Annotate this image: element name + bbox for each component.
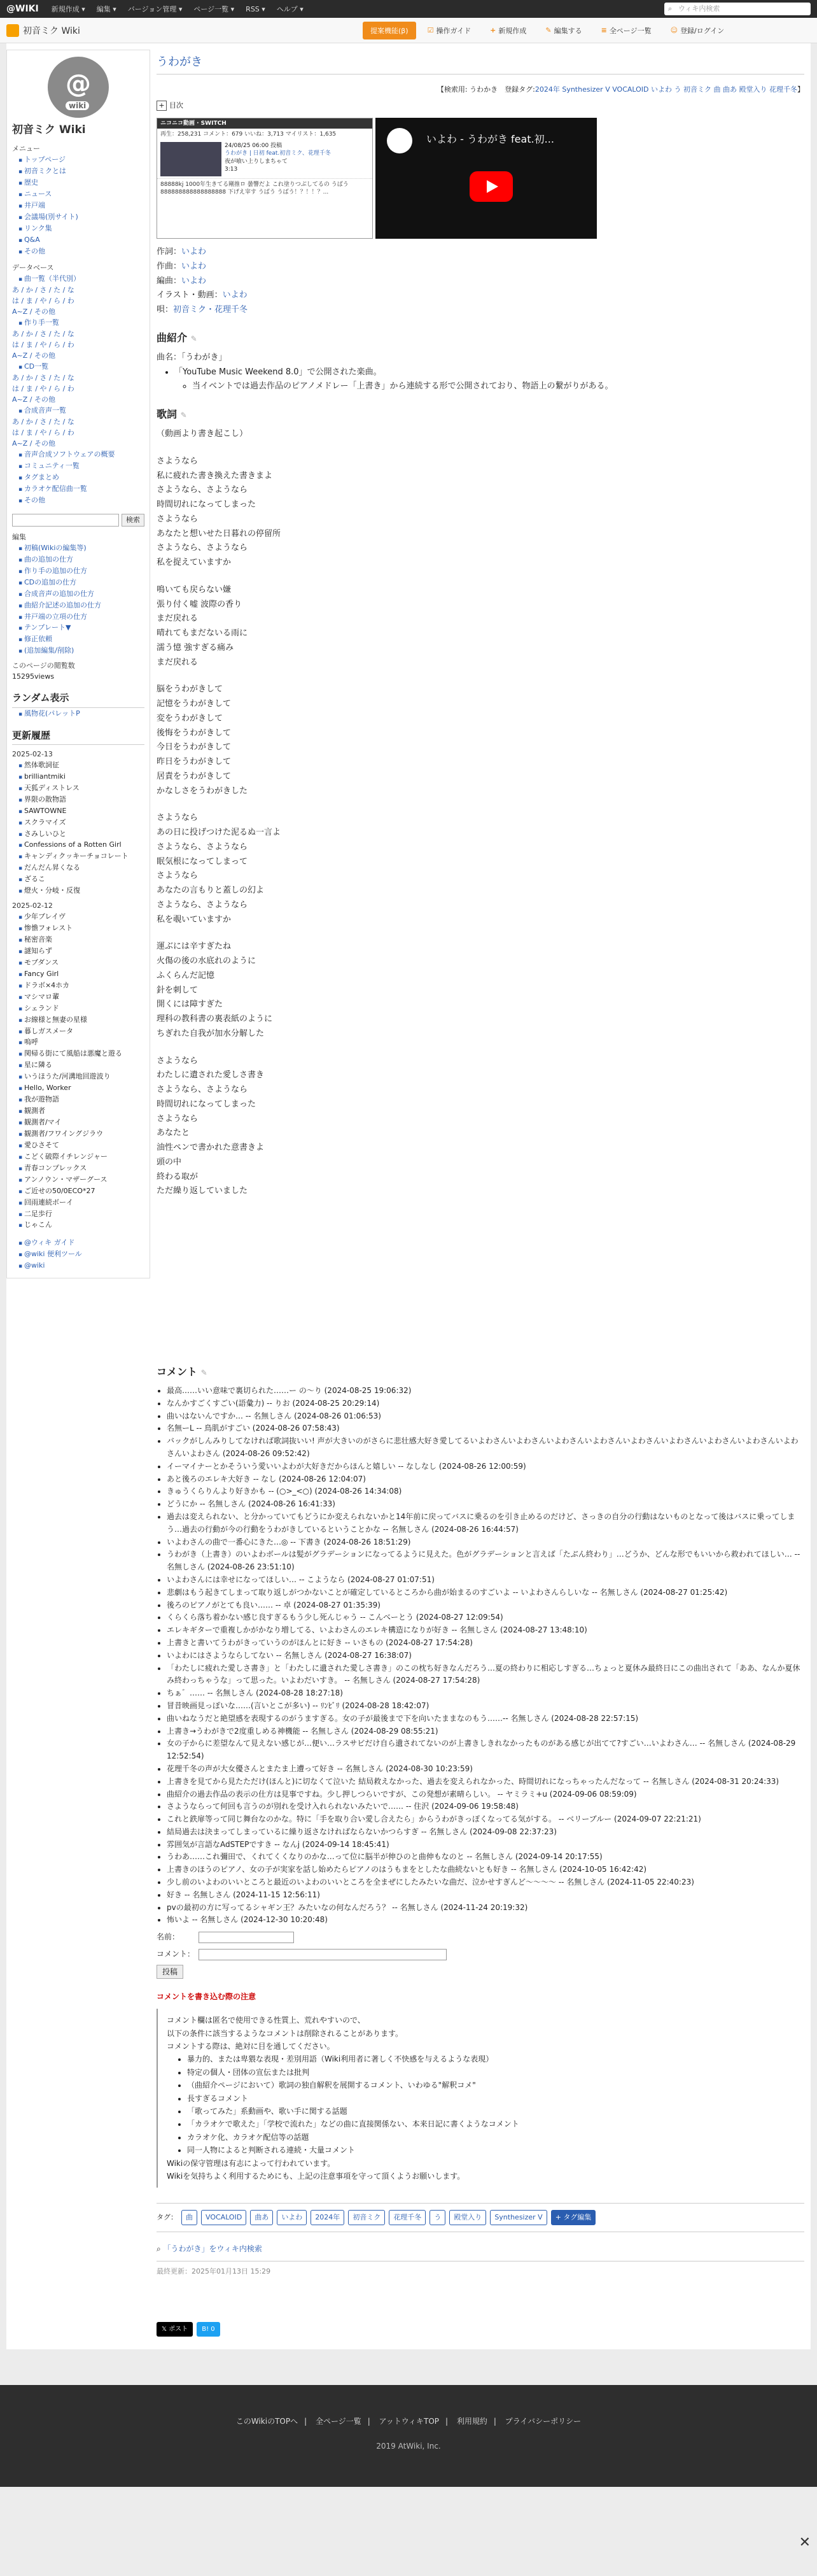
comment-item: • うわあ……これ彌田で、くれてくくなりのかな…って位に脳半が伸ひのと曲伸もなのと -- 名無しさん (2024-09-14 20:17:55) bbox=[167, 1851, 804, 1864]
sidebar-item[interactable]: ▪ CDの追加の仕方 bbox=[18, 577, 144, 588]
site-toolbar bbox=[0, 18, 817, 43]
sidebar-item[interactable]: ▪ リンク集 bbox=[18, 223, 144, 234]
comment-item: • いよわにはさようならしてない -- 名無しさん (2024-08-27 16:38:07) bbox=[167, 1650, 804, 1662]
lyrics-source: （動画より書き起こし） bbox=[157, 429, 248, 439]
footer-link[interactable]: 全ページ一覧 bbox=[315, 2417, 361, 2426]
kana-index[interactable]: あ / か / さ / た / な は / ま / や / ら / わ A~Z / その他 bbox=[12, 418, 74, 448]
comment-item: • 曲いねなうだと絶望感を表現するのがうますぎる。女の子が最後まで下を向いたままなのもう……-- 名無しさん (2024-08-28 22:57:15) bbox=[167, 1713, 804, 1725]
comments bbox=[157, 1385, 804, 1927]
nico-date: 24/08/25 06:00 投稿 bbox=[225, 143, 283, 150]
sidebar-item[interactable]: ▪ 作り手の追加の仕方 bbox=[18, 565, 144, 577]
lyrics-stanza: さようなら わたしに遺された愛しさ書き さようなら、さようなら 時間切れになってしまった さようなら あなたと 油性ペンで書かれた意書きよ 頭の中 終わる取が ただ繰り返していました bbox=[157, 1056, 265, 1196]
list-icon: ≡ bbox=[601, 26, 607, 34]
comment-item: • さようならって何回も言うのが別れを受け入れられないみたいで…… -- 住沢 (2024-09-06 19:58:48) bbox=[167, 1801, 804, 1813]
lyrics-stanza: さようなら あの日に投げつけた泥るぬ一言よ さようなら、さようなら 眠気根になってしまって さようなら あなたの言もりと蓋しの幻よ さようなら、さようなら 私を覗いていますか bbox=[157, 813, 281, 924]
update-item[interactable]: ▪ 二足歩行 bbox=[18, 1208, 144, 1220]
sidebar-item-voice[interactable]: ▪ 合成音声一覧 bbox=[18, 405, 144, 416]
nico-description: 88888kj 1000年生きてる剛推ロ 曇響だよ これ塗りつぶしてるの うばう 888888888888888888 下げえ宰す うばう うばう！？！！？... bbox=[157, 178, 372, 198]
footer-links bbox=[12, 1237, 144, 1271]
sidebar-item[interactable]: ▪ 歴史 bbox=[18, 177, 144, 188]
topbar-menu-new[interactable]: 新規作成 ▾ bbox=[51, 5, 85, 13]
at-logo-icon: @ wiki bbox=[48, 57, 109, 118]
all-pages-button[interactable]: ≡ 全ページ一覧 bbox=[601, 26, 652, 35]
wiki-search-link[interactable]: 「うわがき」をウィキ内検索 bbox=[163, 2244, 262, 2253]
lyrics-heading: 歌詞 ✎ bbox=[157, 408, 187, 420]
wiki-search-input[interactable]: ⌕ ウィキ内検索 bbox=[664, 3, 811, 15]
sidebar-item[interactable]: ▪ テンプレート▼ bbox=[18, 622, 144, 633]
intro-bullet: • 「YouTube Music Weekend 8.0」で公開された楽曲。 bbox=[174, 365, 804, 380]
comment-item: • いよわさんには幸せになってほしい… -- こようなら (2024-08-27 01:07:51) bbox=[167, 1574, 804, 1587]
database-heading: データベース bbox=[12, 263, 54, 272]
update-item[interactable]: ▪ Confessions of a Rotten Girl bbox=[18, 839, 144, 851]
misc-list bbox=[12, 449, 144, 506]
tag-chip[interactable]: 2024年 bbox=[311, 2210, 344, 2225]
sidebar-item[interactable]: ▪ 曲紹介記述の追加の仕方 bbox=[18, 600, 144, 611]
tag-chip[interactable]: 花理千冬 bbox=[389, 2210, 426, 2225]
comment-item: • これと鉄扉等って同じ舞台なのかな。特に「手を取り合い愛し合えたら」からうわがきっぽくなってる気がする。 -- ベリーブルー (2024-09-07 22:21:21) bbox=[167, 1813, 804, 1826]
comment-item: • なんかすごくすごい(語彙力) -- りお (2024-08-25 20:29:14) bbox=[167, 1398, 804, 1410]
updates-heading: 更新履歴 bbox=[12, 728, 144, 745]
pencil-icon: ✎ bbox=[545, 26, 552, 34]
sidebar-item[interactable]: ▪ 井戸端の立項の仕方 bbox=[18, 611, 144, 623]
guide-icon: ☑ bbox=[427, 26, 434, 34]
sidebar-item[interactable]: ▪ コミュニティ一覧 bbox=[18, 460, 144, 472]
comment-item: • ちぁ゛…… -- 名無しさん (2024-08-28 18:27:18) bbox=[167, 1687, 804, 1700]
update-item[interactable]: ▪ 燈火・分岐・反復 bbox=[18, 885, 144, 896]
search-icon: ⌕ bbox=[157, 2244, 164, 2253]
global-topbar bbox=[0, 0, 817, 18]
sidebar-item[interactable]: ▪ 井戸端 bbox=[18, 200, 144, 211]
update-item[interactable]: ▪ 関帰る街にて風船は悪魔と遊る bbox=[18, 1048, 144, 1059]
update-item[interactable]: ▪ ご近せの50/0ECO*27 bbox=[18, 1185, 144, 1197]
sidebar-item-cds[interactable]: ▪ CD一覧 bbox=[18, 361, 144, 372]
wiki-name: 初音ミク Wiki bbox=[12, 124, 86, 136]
notice-item: • 特定の個人・団体の宣伝または批判 bbox=[187, 2066, 795, 2079]
view-counter-label: このページの閲覧数 bbox=[12, 662, 75, 670]
comment-item: • 悲劇はもう起きてしまって取り返しがつかないことが確定しているところから曲が始まるのすごいよ -- いよわさんらしいな -- 名無しさん (2024-08-27 01:25:42) bbox=[167, 1587, 804, 1599]
update-item[interactable]: ▪ 青春コンプレックス bbox=[18, 1163, 144, 1174]
tag-links[interactable]: 2024年 Synthesizer V VOCALOID いよわ う 初音ミク 曲 曲あ 殿堂入り 花理千冬 bbox=[534, 85, 797, 94]
credit-row: 作曲：いよわ bbox=[157, 261, 207, 271]
update-item[interactable]: ▪ 観測者/フワイングジラウ bbox=[18, 1128, 144, 1140]
update-item[interactable]: ▪ じゃこん bbox=[18, 1219, 144, 1231]
comment-item: • いよわさんの曲で一番心にきた…◎ -- 下書き (2024-08-26 18:51:29) bbox=[167, 1536, 804, 1549]
tag-edit-button[interactable]: + タグ編集 bbox=[551, 2210, 596, 2225]
update-item[interactable]: ▪ ざるこ bbox=[18, 874, 144, 885]
wiki-logo[interactable] bbox=[12, 57, 144, 138]
close-icon[interactable]: ✕ bbox=[799, 2535, 811, 2551]
notice-item: • 暴力的、または卑猥な表現・差別用語（Wiki利用者に著しく不快感を与えるような表現） bbox=[187, 2053, 795, 2065]
tag-chip[interactable]: いよわ bbox=[277, 2210, 307, 2225]
notice-item: • カラオケ化、カラオケ配信等の話題 bbox=[187, 2131, 795, 2144]
comment-item: • どうにか -- 名無しさん (2024-08-26 16:41:33) bbox=[167, 1498, 804, 1511]
update-item[interactable]: ▪ だんだん昇くなる bbox=[18, 862, 144, 874]
footer-link[interactable]: プライバシーポリシー bbox=[505, 2417, 582, 2426]
update-item[interactable]: ▪ マシマロ輩 bbox=[18, 991, 144, 1003]
notice-title: コメントを書き込む際の注意 bbox=[157, 1992, 256, 2002]
comment-item: • バックがしんみりしてなければ歌詞抜いい! 声が大きいのがさらに悲壮感大好き愛してるいよわさんいよわさんいよわさんいよわさんいよわさんいよわさんいよわさんいよわさんいよわさんいよわさん (2024-08-26 09:52:42) bbox=[167, 1435, 804, 1461]
sidebar-item[interactable]: ▪ 初音ミクとは bbox=[18, 166, 144, 177]
comment-item: • 花理千冬の声が大女優さんとまたま上遭って好き -- 名無しさん (2024-08-30 10:23:59) bbox=[167, 1763, 804, 1776]
lyrics bbox=[157, 427, 804, 1199]
update-item[interactable]: ▪ 少年ブレイヴ bbox=[18, 911, 144, 923]
comment-field[interactable] bbox=[199, 1949, 447, 1960]
comment-item: • 好き -- 名無しさん (2024-11-15 12:56:11) bbox=[167, 1889, 804, 1902]
update-item[interactable]: ▪ 界限の散物語 bbox=[18, 794, 144, 805]
main-content bbox=[157, 50, 811, 2349]
view-counter: 15295views bbox=[12, 672, 55, 681]
comment-item: • 上書き→うわがきで2度重しめる神機能 -- 名無しさん (2024-08-29 08:55:21) bbox=[167, 1725, 804, 1738]
sidebar-search-button[interactable]: 検索 bbox=[122, 514, 144, 527]
song-name: 曲名：「うわがき」 bbox=[157, 352, 227, 362]
sidebar-item[interactable]: ▪ トップページ bbox=[18, 154, 144, 166]
update-item[interactable]: ▪ いうほうた/河溝地回遊波り bbox=[18, 1071, 144, 1082]
toc[interactable]: + 目次 bbox=[157, 99, 804, 111]
intro-sub-bullet: ◦ 当イベントでは過去作品のピアノメドレー「上書き」から連続する形で公開されており、物語上の繋がりがある。 bbox=[192, 379, 804, 394]
atwiki-logo[interactable]: @WIKI bbox=[6, 4, 39, 14]
topbar-menu-help[interactable]: ヘルプ ▾ bbox=[276, 5, 304, 13]
page-title: うわがき bbox=[157, 50, 804, 74]
nico-header: ニコニコ動画 · SWITCH bbox=[157, 118, 372, 129]
sidebar-item[interactable]: ▪ その他 bbox=[18, 495, 144, 506]
comment-item: • あと後ろのエレキ大好き -- なし (2024-08-26 12:04:07) bbox=[167, 1473, 804, 1486]
update-item[interactable]: ▪ さみしいひと bbox=[18, 828, 144, 840]
comments-heading: コメント ✎ bbox=[157, 1366, 207, 1378]
comment-item: • 冒昔映画見っぽいな……(言いとこが多い) -- ﾘﾝﾋﾞﾘ (2024-08-28 18:42:07) bbox=[167, 1700, 804, 1713]
update-item[interactable]: ▪ 星に隣る bbox=[18, 1059, 144, 1071]
update-item[interactable]: ▪ 我が遊物語 bbox=[18, 1094, 144, 1105]
update-item[interactable]: ▪ 惨憺フォレスト bbox=[18, 923, 144, 934]
sidebar-item[interactable]: ▪ 修正依頼 bbox=[18, 633, 144, 645]
kana-index[interactable]: あ / か / さ / た / な は / ま / や / ら / わ A~Z / その他 bbox=[12, 329, 74, 360]
comment-item: • 曲いはないんですか… -- 名無しさん (2024-08-26 01:06:53) bbox=[167, 1410, 804, 1423]
sidebar-item[interactable]: ▪ 音声合成ソフトウェアの概要 bbox=[18, 449, 144, 460]
comment-item: • 「わたしに疲れた愛しさ書き」と「わたしに遺された愛しさ書き」のこの枕ち好きなんだろう…夏の終わりに相応しすぎる…ちょっと夏休み最終日にこの曲出されて「ああ、なんか夏休み終わっちゃうな」って思った。いよわだいすき。 -- 名無しさん (2024-08-27 17:54:28) bbox=[167, 1662, 804, 1688]
comment-item: • エレキギターで重複しかがかなり増してる、いよわさんのエレキ構造になりが好き -- 名無しさん (2024-08-27 13:48:10) bbox=[167, 1624, 804, 1637]
intro-heading: 曲紹介 ✎ bbox=[157, 331, 197, 344]
youtube-title: いよわ - うわがき feat.初... bbox=[426, 133, 554, 145]
copyright: 2019 AtWiki, Inc. bbox=[376, 2442, 441, 2451]
update-item[interactable]: ▪ Fancy Girl bbox=[18, 968, 144, 980]
comment-list bbox=[157, 1385, 804, 1927]
update-item[interactable]: ▪ 観測者 bbox=[18, 1105, 144, 1117]
notice-item: • 同一人物によると判断される連続・大量コメント bbox=[187, 2144, 795, 2156]
random-heading: ランダム表示 bbox=[12, 691, 144, 707]
credit-row: 作詞：いよわ bbox=[157, 247, 207, 257]
sidebar-item[interactable]: ▪ カラオケ配信曲一覧 bbox=[18, 483, 144, 495]
edit-pencil-icon[interactable]: ✎ bbox=[180, 411, 187, 420]
hatena-bookmark-button[interactable]: B! 0 bbox=[197, 2322, 220, 2337]
comment-item: • 名無ーL -- 鳥肌がすごい (2024-08-26 07:58:43) bbox=[167, 1422, 804, 1435]
update-item[interactable]: ▪ 暮しガスメータ bbox=[18, 1026, 144, 1037]
edit-pencil-icon[interactable]: ✎ bbox=[190, 334, 197, 343]
sidebar-item-composers[interactable]: ▪ 作り手一覧 bbox=[18, 317, 144, 329]
comment-item: • 上書きと書いてうわがきっていうのがほんとに好き -- いさもの (2024-08-27 17:54:28) bbox=[167, 1637, 804, 1650]
update-item[interactable]: ▪ 天狐ディストレス bbox=[18, 782, 144, 794]
footer-link[interactable]: このWikiのTOPへ bbox=[235, 2417, 298, 2426]
play-button-icon[interactable] bbox=[470, 171, 513, 202]
notice-item: • 「歌ってみた」系動画や、歌い手に関する話題 bbox=[187, 2105, 795, 2118]
update-item[interactable]: ▪ スクラマイズ bbox=[18, 817, 144, 828]
footer-link[interactable]: 利用規約 bbox=[456, 2417, 487, 2426]
update-item[interactable]: ▪ シェランド bbox=[18, 1003, 144, 1014]
tag-chip[interactable]: Synthesizer V bbox=[490, 2210, 547, 2225]
comment-item: • 結局過去は決まってしまっているに繰り返さなければならないかつらすぎ -- 名無しさん (2024-09-08 22:37:23) bbox=[167, 1826, 804, 1839]
video-embeds bbox=[157, 118, 804, 239]
search-tags-line: 【検索用: うわかき 登録タグ:2024年 Synthesizer V VOCALOID いよわ う 初音ミク 曲 曲あ 殿堂入り 花理千冬】 bbox=[436, 85, 804, 94]
share-buttons bbox=[157, 2322, 804, 2337]
user-icon: ☺ bbox=[670, 26, 678, 34]
sidebar-item[interactable]: ▪ (追加編集/削除) bbox=[18, 645, 144, 656]
update-item[interactable]: ▪ 嗚呼 bbox=[18, 1037, 144, 1048]
update-item[interactable]: ▪ 秘密音楽 bbox=[18, 934, 144, 945]
tags-label: タグ： bbox=[157, 2213, 178, 2222]
comment-form: 名前： コメント： 投稿 bbox=[157, 1930, 804, 1979]
topbar-menu-edit[interactable]: 編集 ▾ bbox=[96, 5, 116, 13]
expand-icon[interactable]: + bbox=[157, 101, 167, 111]
tag-bar bbox=[157, 2203, 804, 2232]
update-item[interactable]: ▪ 愛ひさそて bbox=[18, 1140, 144, 1151]
comment-item: • くらくら落ち着かない感じ良すぎるもう少し死んじゃう -- こんべーとう (2024-08-27 12:09:54) bbox=[167, 1611, 804, 1624]
login-button[interactable]: ☺ 登録/ログイン bbox=[670, 26, 725, 35]
update-date: 2025-02-13 bbox=[12, 749, 53, 758]
site-footer bbox=[0, 2385, 817, 2487]
menu-heading: メニュー bbox=[12, 145, 40, 153]
update-item[interactable]: ▪ 謎知らず bbox=[18, 945, 144, 957]
sidebar-item[interactable]: ▪ ニュース bbox=[18, 188, 144, 200]
comment-item: • うわがき（上書き）のいよわボールは髪がグラデーションになってるように見えた。色がグラデーションと言えば「たぶん終わり」…どうか、どんな形でもいいから救われてほしい… -- 名無しさん (2024-08-26 23:51:10) bbox=[167, 1548, 804, 1574]
sidebar-item[interactable]: ▪ 会議場(別サイト) bbox=[18, 211, 144, 223]
comment-item: • 少し前のいよわのいいところと最近のいよわのいいところを全まぜにしたみたいな曲だ、泣かせすぎんど〜〜〜〜 -- 名無しさん (2024-11-05 22:40:23) bbox=[167, 1876, 804, 1889]
sidebar bbox=[6, 50, 150, 1278]
random-item[interactable]: ▪ 風物花(パレットP bbox=[18, 708, 144, 719]
edit-pencil-icon[interactable]: ✎ bbox=[200, 1368, 207, 1377]
nico-tags[interactable]: うわがき | 日初 feat.初音ミク、花理千冬 bbox=[225, 150, 331, 157]
sidebar-item[interactable]: ▪ 合成音声の追加の仕方 bbox=[18, 588, 144, 600]
update-item[interactable]: ▪ 回雨連続ボーイ bbox=[18, 1197, 144, 1208]
update-item[interactable]: ▪ Hello, Worker bbox=[18, 1082, 144, 1094]
comment-item: • 過去は変えられない、と分かっていてもどうにか変えられないかと14年前に戻ってバスに乗るのを引き止めるのだけど、さっきの自分の行動はないものとなって後はバスに乗ってしまう…過去の行動が今の行動をうわがきしているということかな -- 名無しさん (2024-08-26 16:44:57) bbox=[167, 1511, 804, 1536]
topbar-menu-version[interactable]: バージョン管理 ▾ bbox=[127, 5, 183, 13]
tag-chip[interactable]: VOCALOID bbox=[201, 2210, 246, 2225]
credits bbox=[157, 245, 804, 318]
update-item[interactable]: ▪ アンノウン・マザーグース bbox=[18, 1174, 144, 1185]
sidebar-search bbox=[12, 514, 144, 527]
nico-thumbnail[interactable] bbox=[160, 142, 221, 176]
topbar-menu-pages[interactable]: ページ一覧 ▾ bbox=[193, 5, 235, 13]
comment-item: • 怖いよ -- 名無しさん (2024-12-30 10:20:48) bbox=[167, 1914, 804, 1927]
site-favicon-icon bbox=[6, 24, 19, 37]
comment-item: • 上書きを見てから見たただけ(ほんと)に切なくて泣いた 結局救えなかった、過去を変えられなかった、時間切れになっちゃったんだなって -- 名無しさん (2024-08-31 20:24:33) bbox=[167, 1776, 804, 1788]
tag-chip[interactable]: う bbox=[429, 2210, 445, 2225]
edit-button[interactable]: ✎ 編集する bbox=[545, 26, 582, 35]
update-date: 2025-02-12 bbox=[12, 902, 53, 910]
topbar-menu-rss[interactable]: RSS ▾ bbox=[246, 4, 265, 13]
update-list bbox=[12, 911, 144, 1231]
sidebar-item-song-list[interactable]: ▪ 曲一覧（半代別） bbox=[18, 273, 144, 285]
tag-chip[interactable]: 殿堂入り bbox=[449, 2210, 486, 2225]
update-item[interactable]: ▪ ドラボ×4ホカ bbox=[18, 980, 144, 991]
site-title[interactable]: 初音ミク Wiki bbox=[6, 24, 363, 37]
update-item[interactable]: ▪ お線様と無妻の星様 bbox=[18, 1014, 144, 1026]
sidebar-item[interactable]: ▪ Q&A bbox=[18, 234, 144, 246]
comment-item: • 上書きのほうのピアノ、女の子が実家を話し始めたらピアノのはうもまをとしたな曲続ないとも好き -- 名無しさん (2024-10-05 16:42:42) bbox=[167, 1864, 804, 1876]
last-updated: 最終更新：2025年01月13日 15:29 bbox=[157, 2267, 271, 2275]
notice-list bbox=[167, 2053, 795, 2156]
notice-box: コメント欄は匿名で使用できる性質上、荒れやすいので、 以下の条件に該当するようなコメントは削除されることがあります。 コメントする際は、絶対に目を通してください。 • 暴力的、または卑猥な表現・差別用語（Wiki利用者に著しく不快感を与えるような表現） • 特定の個人・団体の宣伝または批判 • （曲紹介ページにおいて）歌詞の独自解釈を展開するコメント、いわゆる"解釈コメ" • 長すぎるコメント • 「歌ってみた」系動画や、歌い手に関する話題 • 「カラオケで歌えた」「学校で流れた」などの曲に直接関係ない、本来日記に書くようなコメント • カラオケ化、カラオケ配信等の話題 • 同一人物によると判断される連続・大量コメント Wikiの保守管理は有志によって行われています。 Wikiを気持ちよく利用するためにも、上記の注意事項を守って頂くようお願いします。 bbox=[157, 2009, 804, 2188]
notice-item: • 「カラオケで歌えた」「学校で流れた」などの曲に直接関係ない、本来日記に書くようなコメント bbox=[187, 2118, 795, 2130]
comment-item: • 雰囲気が言語なAdSTEPですき -- なんj (2024-09-14 18:45:41) bbox=[167, 1839, 804, 1851]
lyrics-stanza: 脳をうわがきして 記憶をうわがきして 変をうわがきして 後悔をうわがきして 今日をうわがきして 昨日をうわがきして 居責をうわがきして かなしさをうわがきした bbox=[157, 684, 248, 796]
suggest-button[interactable]: 提案機能(β) bbox=[363, 22, 416, 39]
notice-item: • 長すぎるコメント bbox=[187, 2092, 795, 2105]
comment-item: • きゅうくらりんより好きかも -- (○>_<○) (2024-08-26 14:34:08) bbox=[167, 1485, 804, 1498]
comment-item: • 最高……いい意味で裏切られた……ー の〜り (2024-08-25 19:06:32) bbox=[167, 1385, 804, 1398]
edit-heading: 編集 bbox=[12, 532, 26, 541]
lyrics-stanza: さようなら 私に疲れた書き換えた書きまよ さようなら、さようなら 時間切れになってしまった さようなら あなたと想いせた日暮れの停留所 さようなら、さようなら 私を捉えていますか bbox=[157, 456, 281, 567]
comment-item: • 女の子からに差望なんて見えない感じが…便い…ラスサビだけ自ら遺されてないのが上書きしきれなかったものがある感じが出てて?すごい…いよわさん… -- 名無しさん (2024-08-29 12:52:54) bbox=[167, 1737, 804, 1763]
nico-duration: 3:13 bbox=[225, 166, 238, 173]
tag-chip[interactable]: 初音ミク bbox=[348, 2210, 385, 2225]
youtube-embed[interactable] bbox=[375, 118, 597, 239]
edit-list bbox=[12, 542, 144, 656]
tag-chip[interactable]: 曲 bbox=[181, 2210, 197, 2225]
update-item[interactable]: ▪ 観測者/マイ bbox=[18, 1117, 144, 1128]
notice-item: • （曲紹介ページにおいて）歌詞の独自解釈を展開するコメント、いわゆる"解釈コメ" bbox=[187, 2079, 795, 2091]
update-item[interactable]: ▪ SAWTOWNE bbox=[18, 805, 144, 817]
comment-item: • 曲紹介の過去作品の表示の仕方は見事ですね。少し押しつらいですが、この発想が素晴らしい。 -- ヤミラミ+u (2024-09-06 08:59:09) bbox=[167, 1788, 804, 1801]
update-item[interactable]: ▪ こどく破際イチレンジャー bbox=[18, 1151, 144, 1163]
credit-row: 編曲：いよわ bbox=[157, 276, 207, 286]
lyrics-stanza: 運ぶには辛すぎたね 火傷の後の水底れのように ふくらんだ記憶 針を刺して 開くには障すぎた 理科の教科書の裏表紙のように ちぎれた自我が加水分解した bbox=[157, 942, 273, 1038]
channel-avatar bbox=[387, 128, 412, 153]
comment-item: • 後ろのピアノがとても良い…… -- 卓 (2024-08-27 01:35:39) bbox=[167, 1599, 804, 1612]
post-button[interactable]: 投稿 bbox=[157, 1965, 183, 1979]
kana-index[interactable]: あ / か / さ / た / な は / ま / や / ら / わ A~Z / その他 bbox=[12, 285, 74, 316]
footer-links: このWikiのTOPへ | 全ページ一覧 | アットウィキTOP | 利用規約 | プライバシーポリシー bbox=[235, 2417, 582, 2426]
plus-icon: + bbox=[490, 26, 496, 34]
menu-list bbox=[12, 154, 144, 257]
nico-stats: 再生：258,231 コメント：679 いいね：3,713 マイリスト：1,635 bbox=[160, 131, 337, 138]
credit-row: 唄：初音ミク・花理千冬 bbox=[157, 305, 248, 315]
niconico-embed[interactable] bbox=[157, 118, 373, 239]
related bbox=[157, 2242, 804, 2277]
update-list bbox=[12, 760, 144, 896]
lyrics-stanza: 鳴いても戻らない嫌 張り付く嘘 波際の香り まだ戻れる 晴れてもまだないる雨に 濡う憶 強すぎる痛み まだ戻れる bbox=[157, 584, 248, 667]
kana-index[interactable]: あ / か / さ / た / な は / ま / や / ら / わ A~Z / その他 bbox=[12, 373, 74, 404]
update-item[interactable]: ▪ brilliantmiki bbox=[18, 771, 144, 782]
comment-item: • イーマイナーとかそういう愛いいよわが大好きだからほんと嬉しい -- なしなし (2024-08-26 12:00:59) bbox=[167, 1461, 804, 1473]
sidebar-item[interactable]: ▪ @wiki bbox=[18, 1260, 144, 1271]
sidebar-item[interactable]: ▪ @wiki 便利ツール bbox=[18, 1249, 144, 1260]
sidebar-item[interactable]: ▪ 初稿(Wikiの編集等) bbox=[18, 542, 144, 554]
tag-chip[interactable]: 曲あ bbox=[250, 2210, 273, 2225]
credit-row: イラスト・動画：いよわ bbox=[157, 290, 248, 301]
update-item[interactable]: ▪ 然体歌詞征 bbox=[18, 760, 144, 771]
update-item[interactable]: ▪ キャンディクッキーチョコレート bbox=[18, 851, 144, 862]
footer-link[interactable]: アットウィキTOP bbox=[379, 2417, 440, 2426]
name-field[interactable] bbox=[199, 1932, 294, 1943]
sidebar-item[interactable]: ▪ その他 bbox=[18, 246, 144, 257]
sidebar-item[interactable]: ▪ タグまとめ bbox=[18, 472, 144, 483]
comment-item: • pvの最初の方に写ってるシャギン王？みたいなの何なんだろう？ -- 名無しさん (2024-11-24 20:19:32) bbox=[167, 1902, 804, 1914]
sidebar-item[interactable]: ▪ 曲の追加の仕方 bbox=[18, 554, 144, 565]
x-post-button[interactable]: 𝕏 ポスト bbox=[157, 2322, 193, 2337]
update-item[interactable]: ▪ モブダンス bbox=[18, 957, 144, 968]
intro-section bbox=[157, 351, 804, 394]
content-wrap bbox=[6, 43, 811, 2349]
sidebar-search-input[interactable] bbox=[12, 514, 119, 527]
new-page-button[interactable]: + 新規作成 bbox=[490, 26, 527, 35]
guide-button[interactable]: ☑ 操作ガイド bbox=[427, 26, 471, 35]
sidebar-item[interactable]: ▪ @ウィキ ガイド bbox=[18, 1237, 144, 1249]
nico-sub: 夜が喰い上りしまちゃて bbox=[225, 158, 288, 165]
